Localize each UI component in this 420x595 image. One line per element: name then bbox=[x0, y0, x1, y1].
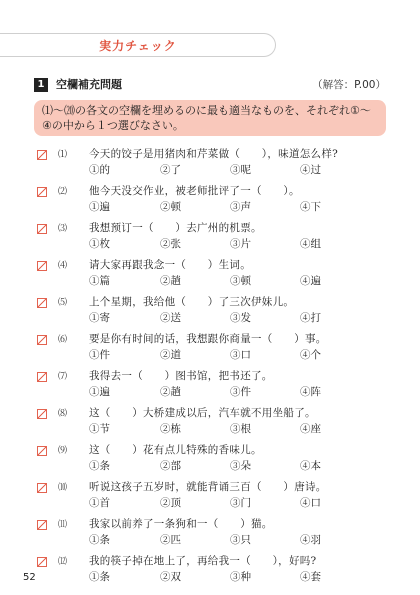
option-2: ②匹 bbox=[160, 534, 181, 546]
option-2: ②道 bbox=[160, 349, 181, 361]
option-3: ③根 bbox=[230, 423, 251, 435]
question-number: ⑴ bbox=[58, 150, 68, 160]
check-box-icon[interactable] bbox=[37, 150, 47, 160]
question-text: 我得去一（ ）图书馆，把书还了。 bbox=[89, 370, 273, 382]
option-1: ①首 bbox=[89, 497, 110, 509]
option-1: ①篇 bbox=[89, 275, 110, 287]
question-item bbox=[0, 443, 420, 481]
option-4: ④座 bbox=[300, 423, 321, 435]
question-item bbox=[0, 295, 420, 333]
page-number: 52 bbox=[23, 572, 36, 583]
question-text: 要是你有时间的话，我想跟你商量一（ ）事。 bbox=[89, 333, 327, 345]
question-text: 今天的饺子是用猪肉和芹菜做（ ），味道怎么样? bbox=[89, 148, 339, 160]
question-number: ⑸ bbox=[58, 298, 68, 308]
question-text: 上个星期，我给他（ ）了三次伊妹儿。 bbox=[89, 296, 295, 308]
option-3: ③只 bbox=[230, 534, 251, 546]
question-number: ⑺ bbox=[58, 372, 68, 382]
question-number: ⑹ bbox=[58, 335, 68, 345]
question-number: ⑿ bbox=[58, 557, 68, 567]
question-text: 他今天没交作业，被老师批评了一（ ）。 bbox=[89, 185, 300, 197]
option-3: ③呢 bbox=[230, 164, 251, 176]
option-3: ③顿 bbox=[230, 275, 251, 287]
check-box-icon[interactable] bbox=[37, 446, 47, 456]
question-text: 我想预订一（ ）去广州的机票。 bbox=[89, 222, 262, 234]
question-text: 请大家再跟我念一（ ）生词。 bbox=[89, 259, 251, 271]
section-title: 空欄補充問題 bbox=[56, 78, 122, 91]
check-box-icon[interactable] bbox=[37, 187, 47, 197]
option-2: ②送 bbox=[160, 312, 181, 324]
section-heading bbox=[34, 77, 386, 93]
option-2: ②双 bbox=[160, 571, 181, 583]
question-item bbox=[0, 184, 420, 222]
check-box-icon[interactable] bbox=[37, 298, 47, 308]
check-box-icon[interactable] bbox=[37, 372, 47, 382]
question-text: 我家以前养了一条狗和一（ ）猫。 bbox=[89, 518, 273, 530]
check-box-icon[interactable] bbox=[37, 224, 47, 234]
question-text: 这（ ）花有点儿特殊的香味儿。 bbox=[89, 444, 262, 456]
option-1: ①遍 bbox=[89, 386, 110, 398]
option-2: ②顶 bbox=[160, 497, 181, 509]
question-item bbox=[0, 517, 420, 555]
section-number-badge: 1 bbox=[34, 78, 48, 92]
option-2: ②张 bbox=[160, 238, 181, 250]
option-4: ④组 bbox=[300, 238, 321, 250]
question-number: ⑶ bbox=[58, 224, 68, 234]
option-1: ①遍 bbox=[89, 201, 110, 213]
option-4: ④遍 bbox=[300, 275, 321, 287]
question-item bbox=[0, 554, 420, 592]
question-number: ⑷ bbox=[58, 261, 68, 271]
question-item bbox=[0, 258, 420, 296]
page-title: 実力チェック bbox=[99, 39, 177, 53]
option-2: ②栋 bbox=[160, 423, 181, 435]
instruction-box: ⑴～⒇の各文の空欄を埋めるのに最も適当なものを、それぞれ①～④の中から１つ選びなさい。 bbox=[34, 100, 386, 136]
option-2: ②顿 bbox=[160, 201, 181, 213]
check-box-icon[interactable] bbox=[37, 335, 47, 345]
question-number: ⑻ bbox=[58, 409, 68, 419]
question-number: ⑾ bbox=[58, 520, 68, 530]
question-item bbox=[0, 480, 420, 518]
option-1: ①枚 bbox=[89, 238, 110, 250]
option-2: ②部 bbox=[160, 460, 181, 472]
option-4: ④套 bbox=[300, 571, 321, 583]
option-1: ①条 bbox=[89, 460, 110, 472]
option-3: ③片 bbox=[230, 238, 251, 250]
question-text: 我的筷子掉在地上了，再给我一（ ），好吗? bbox=[89, 555, 317, 567]
check-box-icon[interactable] bbox=[37, 520, 47, 530]
option-1: ①节 bbox=[89, 423, 110, 435]
option-3: ③种 bbox=[230, 571, 251, 583]
option-2: ②趟 bbox=[160, 275, 181, 287]
header-bar bbox=[0, 33, 276, 57]
option-4: ④阵 bbox=[300, 386, 321, 398]
option-3: ③发 bbox=[230, 312, 251, 324]
option-3: ③朵 bbox=[230, 460, 251, 472]
option-4: ④羽 bbox=[300, 534, 321, 546]
option-4: ④本 bbox=[300, 460, 321, 472]
option-4: ④口 bbox=[300, 497, 321, 509]
question-item bbox=[0, 147, 420, 185]
option-1: ①条 bbox=[89, 534, 110, 546]
option-4: ④过 bbox=[300, 164, 321, 176]
option-3: ③口 bbox=[230, 349, 251, 361]
question-text: 听说这孩子五岁时，就能背诵三百（ ）唐诗。 bbox=[89, 481, 327, 493]
option-3: ③件 bbox=[230, 386, 251, 398]
check-box-icon[interactable] bbox=[37, 409, 47, 419]
option-1: ①条 bbox=[89, 571, 110, 583]
option-1: ①件 bbox=[89, 349, 110, 361]
question-text: 这（ ）大桥建成以后，汽车就不用坐船了。 bbox=[89, 407, 316, 419]
option-3: ③声 bbox=[230, 201, 251, 213]
question-item bbox=[0, 369, 420, 407]
question-number: ⑼ bbox=[58, 446, 68, 456]
option-4: ④打 bbox=[300, 312, 321, 324]
question-item bbox=[0, 332, 420, 370]
check-box-icon[interactable] bbox=[37, 483, 47, 493]
option-2: ②趟 bbox=[160, 386, 181, 398]
question-number: ⑽ bbox=[58, 483, 68, 493]
check-box-icon[interactable] bbox=[37, 261, 47, 271]
option-4: ④个 bbox=[300, 349, 321, 361]
option-2: ②了 bbox=[160, 164, 181, 176]
option-1: ①寄 bbox=[89, 312, 110, 324]
question-item bbox=[0, 221, 420, 259]
option-4: ④下 bbox=[300, 201, 321, 213]
option-1: ①的 bbox=[89, 164, 110, 176]
check-box-icon[interactable] bbox=[37, 557, 47, 567]
answer-reference: （解答：P.00） bbox=[312, 79, 386, 91]
option-3: ③门 bbox=[230, 497, 251, 509]
question-item bbox=[0, 406, 420, 444]
question-number: ⑵ bbox=[58, 187, 68, 197]
